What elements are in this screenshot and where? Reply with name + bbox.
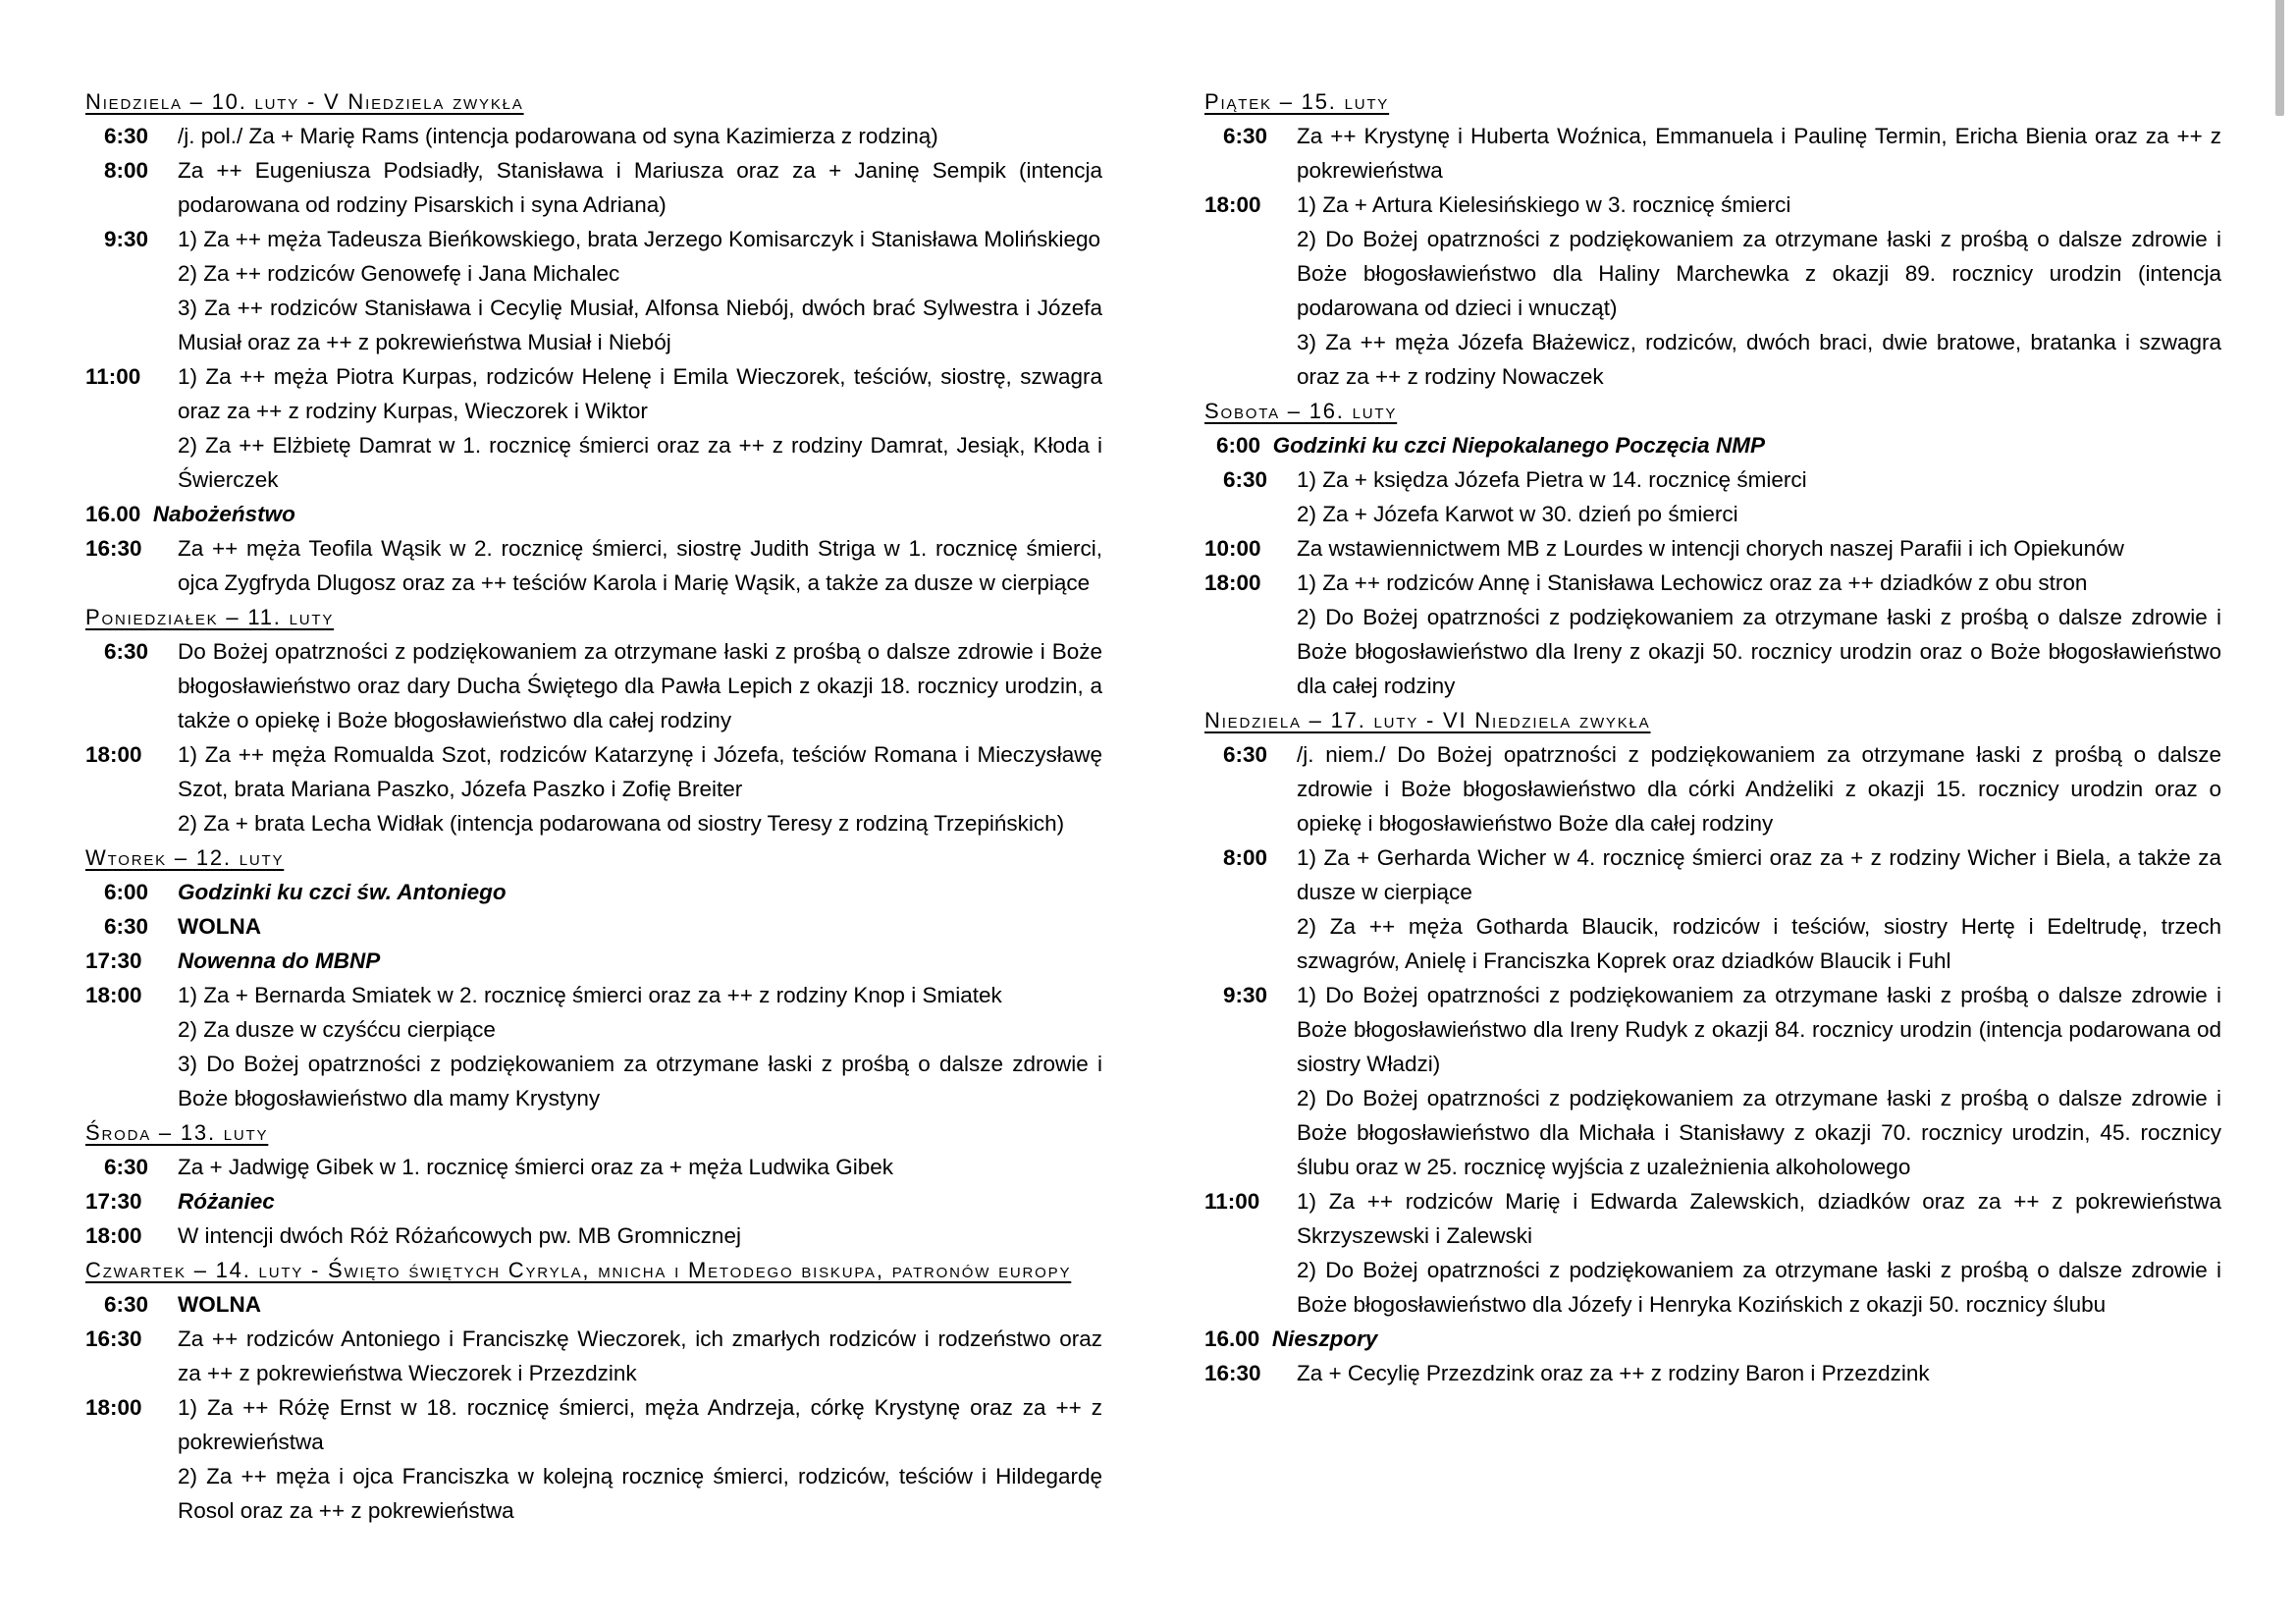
schedule-entry: [85, 256, 1102, 291]
day-heading: Poniedziałek – 11. luty: [85, 605, 335, 629]
entry-intention: 1) Do Bożej opatrzności z podziękowaniem za otrzymane łaski z prośbą o dalsze zdrowie i Boże błogosławieństwo dla Ireny Rudyk z okazji 84. rocznicy urodzin (intencja podarowana od siostry Władzi): [1297, 983, 2221, 1076]
day-heading: Piątek – 15. luty: [1204, 89, 1390, 114]
entry-title: Nieszpory: [1271, 1326, 1378, 1351]
entry-intention: 1) Za + księdza Józefa Pietra w 14. rocznicę śmierci: [1297, 467, 1807, 492]
entry-time: 18:00: [85, 1395, 142, 1420]
schedule-entry: [85, 119, 1102, 153]
entry-time: 10:00: [1204, 536, 1261, 561]
entry-intention: 2) Do Bożej opatrzności z podziękowaniem za otrzymane łaski z prośbą o dalsze zdrowie i Boże błogosławieństwo dla Ireny z okazji 50. rocznicy urodzin oraz o Boże błogosławieństwo dla całej rodziny: [1297, 605, 2221, 698]
day-heading: Niedziela – 17. luty - VI Niedziela zwykła: [1204, 708, 1651, 732]
entry-time: [1204, 600, 1291, 703]
entry-time: 6:30: [103, 1292, 148, 1317]
entry-intention: Godzinki ku czci św. Antoniego: [178, 880, 507, 904]
entry-time: 6:00: [103, 880, 148, 904]
entry-time: 6:30: [1222, 124, 1267, 148]
entry-intention: 2) Za ++ męża i ojca Franciszka w kolejną rocznicę śmierci, rodziców, teściów i Hildegardę Rosol oraz za ++ z pokrewieństwa: [178, 1464, 1102, 1523]
entry-intention: W intencji dwóch Róż Różańcowych pw. MB Gromnicznej: [178, 1223, 741, 1248]
entry-intention: Za ++ męża Teofila Wąsik w 2. rocznicę śmierci, siostrę Judith Striga w 1. rocznicę śmierci, ojca Zygfryda Dlugosz oraz za ++ teściów Karola i Marię Wąsik, a także za dusze w cierpiące: [178, 536, 1102, 595]
schedule-entry: [1204, 325, 2221, 394]
schedule-entry: [85, 1184, 1102, 1218]
schedule-entry: [1204, 428, 2221, 462]
entry-intention: 2) Do Bożej opatrzności z podziękowaniem za otrzymane łaski z prośbą o dalsze zdrowie i Boże błogosławieństwo dla Józefy i Henryka Kozińskich z okazji 50. rocznicy ślubu: [1297, 1258, 2221, 1317]
entry-intention: Za + Cecylię Przezdzink oraz za ++ z rodziny Baron i Przezdzink: [1297, 1361, 1930, 1385]
entry-title: Nabożeństwo: [152, 502, 295, 526]
entry-intention: 1) Za ++ męża Romualda Szot, rodziców Katarzynę i Józefa, teściów Romana i Mieczysławę Szot, brata Mariana Paszko, Józefa Paszko i Zofię Breiter: [178, 742, 1102, 801]
entry-intention: Za ++ Eugeniusza Podsiadły, Stanisława i Mariusza oraz za + Janinę Sempik (intencja podarowana od rodziny Pisarskich i syna Adriana): [178, 158, 1102, 217]
schedule-entry: [1204, 600, 2221, 703]
entry-intention: 2) Za ++ rodziców Genowefę i Jana Michalec: [178, 261, 620, 286]
entry-intention: 3) Za ++ męża Józefa Błażewicz, rodziców, dwóch braci, dwie bratowe, bratanka i szwagra oraz za ++ z rodziny Nowaczek: [1297, 330, 2221, 389]
entry-intention: WOLNA: [178, 1292, 261, 1317]
entry-intention: 3) Do Bożej opatrzności z podziękowaniem za otrzymane łaski z prośbą o dalsze zdrowie i Boże błogosławieństwo dla mamy Krystyny: [178, 1052, 1102, 1110]
day-heading: Czwartek – 14. luty - Święto świętych Cyryla, mnicha i Metodego biskupa, patronów europy: [85, 1258, 1072, 1282]
schedule-entry: [1204, 737, 2221, 840]
schedule-entry: [85, 291, 1102, 359]
day-heading: Niedziela – 10. luty - V Niedziela zwykła: [85, 89, 524, 114]
entry-intention: Do Bożej opatrzności z podziękowaniem za otrzymane łaski z prośbą o dalsze zdrowie i Boże błogosławieństwo oraz dary Ducha Świętego dla Pawła Lepich z okazji 18. rocznicy urodzin, a także o opiekę i Boże błogosławieństwo dla całej rodziny: [178, 639, 1102, 732]
entry-time: 16:30: [85, 1326, 142, 1351]
entry-time: 6:00: [1216, 433, 1261, 458]
entry-time: 9:30: [1222, 983, 1267, 1007]
entry-intention: 2) Za ++ męża Gotharda Blaucik, rodziców i teściów, siostry Hertę i Edeltrudę, trzech szwagrów, Anielę i Franciszka Koprek oraz dziadków Blaucik i Fuhl: [1297, 914, 2221, 973]
schedule-entry: [1204, 978, 2221, 1081]
entry-intention: 2) Za + brata Lecha Widłak (intencja podarowana od siostry Teresy z rodziną Trzepińskich): [178, 811, 1065, 836]
entry-time: 6:30: [103, 124, 148, 148]
entry-intention: 1) Za ++ rodziców Annę i Stanisława Lechowicz oraz za ++ dziadków z obu stron: [1297, 570, 2088, 595]
entry-intention: Nowenna do MBNP: [178, 948, 381, 973]
entry-time: 11:00: [1204, 1189, 1260, 1214]
entry-time: 18:00: [85, 1223, 142, 1248]
schedule-entry: [85, 359, 1102, 428]
entry-time: [1204, 325, 1291, 394]
entry-intention: 1) Za + Bernarda Smiatek w 2. rocznicę śmierci oraz za ++ z rodziny Knop i Smiatek: [178, 983, 1002, 1007]
schedule-entry: [1204, 909, 2221, 978]
schedule-entry: [1204, 840, 2221, 909]
schedule-entry: [1204, 119, 2221, 188]
entry-time: 18:00: [1204, 192, 1261, 217]
entry-time: [85, 256, 172, 291]
entry-intention: 2) Za + Józefa Karwot w 30. dzień po śmierci: [1297, 502, 1738, 526]
entry-time: 6:30: [103, 1155, 148, 1179]
entry-intention: /j. niem./ Do Bożej opatrzności z podziękowaniem za otrzymane łaski z prośbą o dalsze zdrowie i Boże błogosławieństwo dla córki Andżeliki z okazji 15. rocznicy urodzin oraz o opiekę i błogosławieństwo Boże dla całej rodziny: [1297, 742, 2221, 836]
schedule-entry: [85, 634, 1102, 737]
entry-intention: 1) Za + Gerharda Wicher w 4. rocznicę śmierci oraz za + z rodziny Wicher i Biela, a także za dusze w cierpiące: [1297, 845, 2221, 904]
scrollbar[interactable]: [2275, 0, 2284, 116]
schedule-entry: [85, 737, 1102, 806]
entry-intention: 2) Do Bożej opatrzności z podziękowaniem za otrzymane łaski z prośbą o dalsze zdrowie i Boże błogosławieństwo dla Michała i Stanisławy z okazji 70. rocznicy urodzin, 45. rocznicy ślubu oraz w 25. rocznicę wyjścia z uzależnienia alkoholowego: [1297, 1086, 2221, 1179]
entry-time: [85, 1459, 172, 1528]
entry-time: 16:30: [1204, 1361, 1261, 1385]
entry-intention: /j. pol./ Za + Marię Rams (intencja podarowana od syna Kazimierza z rodziną): [178, 124, 938, 148]
day-heading: Wtorek – 12. luty: [85, 845, 285, 870]
schedule-entry: [85, 875, 1102, 909]
entry-time: [85, 1012, 172, 1047]
entry-time: 6:30: [1222, 467, 1267, 492]
schedule-entry: [85, 1459, 1102, 1528]
schedule-entry: [1204, 497, 2221, 531]
schedule-entry: [1204, 188, 2221, 222]
entry-time: [85, 806, 172, 840]
entry-time: 9:30: [103, 227, 148, 251]
schedule-entry: [1204, 566, 2221, 600]
entry-time: 8:00: [103, 158, 148, 183]
entry-intention: 1) Za ++ rodziców Marię i Edwarda Zalewskich, dziadków oraz za ++ z pokrewieństwa Skrzyszewski i Zalewski: [1297, 1189, 2221, 1248]
schedule-entry: [1204, 1322, 2221, 1356]
schedule-entry: [1204, 1356, 2221, 1390]
entry-intention: Za ++ Krystynę i Huberta Woźnica, Emmanuela i Paulinę Termin, Ericha Bienia oraz za ++ z pokrewieństwa: [1297, 124, 2221, 183]
entry-time: 17:30: [85, 948, 142, 973]
entry-intention: 1) Za ++ Różę Ernst w 18. rocznicę śmierci, męża Andrzeja, córkę Krystynę oraz za ++ z pokrewieństwa: [178, 1395, 1102, 1454]
entry-time: 8:00: [1222, 845, 1267, 870]
schedule-entry: [1204, 531, 2221, 566]
schedule-entry: [1204, 222, 2221, 325]
entry-time: 16.00: [1204, 1326, 1260, 1351]
schedule-entry: [1204, 1184, 2221, 1253]
entry-time: 18:00: [85, 983, 142, 1007]
schedule-entry: [85, 978, 1102, 1012]
entry-intention: Za wstawiennictwem MB z Lourdes w intencji chorych naszej Parafii i ich Opiekunów: [1297, 536, 2124, 561]
schedule-entry: [85, 497, 1102, 531]
schedule-entry: [1204, 1253, 2221, 1322]
entry-title: Godzinki ku czci Niepokalanego Poczęcia NMP: [1272, 433, 1765, 458]
entry-time: 18:00: [85, 742, 142, 767]
schedule-entry: [1204, 462, 2221, 497]
entry-intention: 3) Za ++ rodziców Stanisława i Cecylię Musiał, Alfonsa Niebój, dwóch brać Sylwestra i Józefa Musiał oraz za ++ z pokrewieństwa Musiał i Niebój: [178, 296, 1102, 354]
schedule-column-right: [1204, 84, 2221, 1390]
entry-time: 6:30: [103, 914, 148, 939]
entry-intention: 1) Za ++ męża Tadeusza Bieńkowskiego, brata Jerzego Komisarczyk i Stanisława Molińskiego: [178, 227, 1101, 251]
entry-intention: WOLNA: [178, 914, 261, 939]
schedule-entry: [85, 806, 1102, 840]
day-heading: Sobota – 16. luty: [1204, 399, 1398, 423]
entry-time: [1204, 497, 1291, 531]
entry-time: [1204, 1253, 1291, 1322]
schedule-entry: [85, 1150, 1102, 1184]
schedule-entry: [85, 944, 1102, 978]
schedule-entry: [85, 531, 1102, 600]
entry-time: [85, 291, 172, 359]
schedule-entry: [85, 1047, 1102, 1115]
entry-intention: 2) Za ++ Elżbietę Damrat w 1. rocznicę śmierci oraz za ++ z rodziny Damrat, Jesiąk, Kłoda i Świerczek: [178, 433, 1102, 492]
schedule-entry: [85, 1322, 1102, 1390]
day-heading: Środa – 13. luty: [85, 1120, 269, 1145]
entry-intention: 1) Za + Artura Kielesińskiego w 3. rocznicę śmierci: [1297, 192, 1791, 217]
entry-time: 6:30: [1222, 742, 1267, 767]
entry-intention: Za + Jadwigę Gibek w 1. rocznicę śmierci oraz za + męża Ludwika Gibek: [178, 1155, 894, 1179]
schedule-entry: [85, 909, 1102, 944]
schedule-entry: [85, 1390, 1102, 1459]
schedule-entry: [85, 1287, 1102, 1322]
entry-time: 6:30: [103, 639, 148, 664]
entry-time: [1204, 222, 1291, 325]
entry-intention: 1) Za ++ męża Piotra Kurpas, rodziców Helenę i Emila Wieczorek, teściów, siostrę, szwagra oraz za ++ z rodziny Kurpas, Wieczorek i Wiktor: [178, 364, 1102, 423]
schedule-entry: [85, 1012, 1102, 1047]
entry-time: 18:00: [1204, 570, 1261, 595]
entry-time: 16.00: [85, 502, 141, 526]
schedule-entry: [85, 428, 1102, 497]
schedule-entry: [1204, 1081, 2221, 1184]
entry-time: [85, 428, 172, 497]
entry-time: 16:30: [85, 536, 142, 561]
schedule-entry: [85, 1218, 1102, 1253]
schedule-entry: [85, 153, 1102, 222]
entry-time: [1204, 1081, 1291, 1184]
schedule-entry: [85, 222, 1102, 256]
entry-intention: Różaniec: [178, 1189, 275, 1214]
entry-intention: 2) Za dusze w czyśćcu cierpiące: [178, 1017, 496, 1042]
schedule-column-left: [85, 84, 1102, 1528]
entry-intention: 2) Do Bożej opatrzności z podziękowaniem za otrzymane łaski z prośbą o dalsze zdrowie i Boże błogosławieństwo dla Haliny Marchewka z okazji 89. rocznicy urodzin (intencja podarowana od dzieci i wnucząt): [1297, 227, 2221, 320]
entry-time: [1204, 909, 1291, 978]
entry-time: 11:00: [85, 364, 141, 389]
entry-time: [85, 1047, 172, 1115]
entry-intention: Za ++ rodziców Antoniego i Franciszkę Wieczorek, ich zmarłych rodziców i rodzeństwo oraz za ++ z pokrewieństwa Wieczorek i Przezdzink: [178, 1326, 1102, 1385]
entry-time: 17:30: [85, 1189, 142, 1214]
